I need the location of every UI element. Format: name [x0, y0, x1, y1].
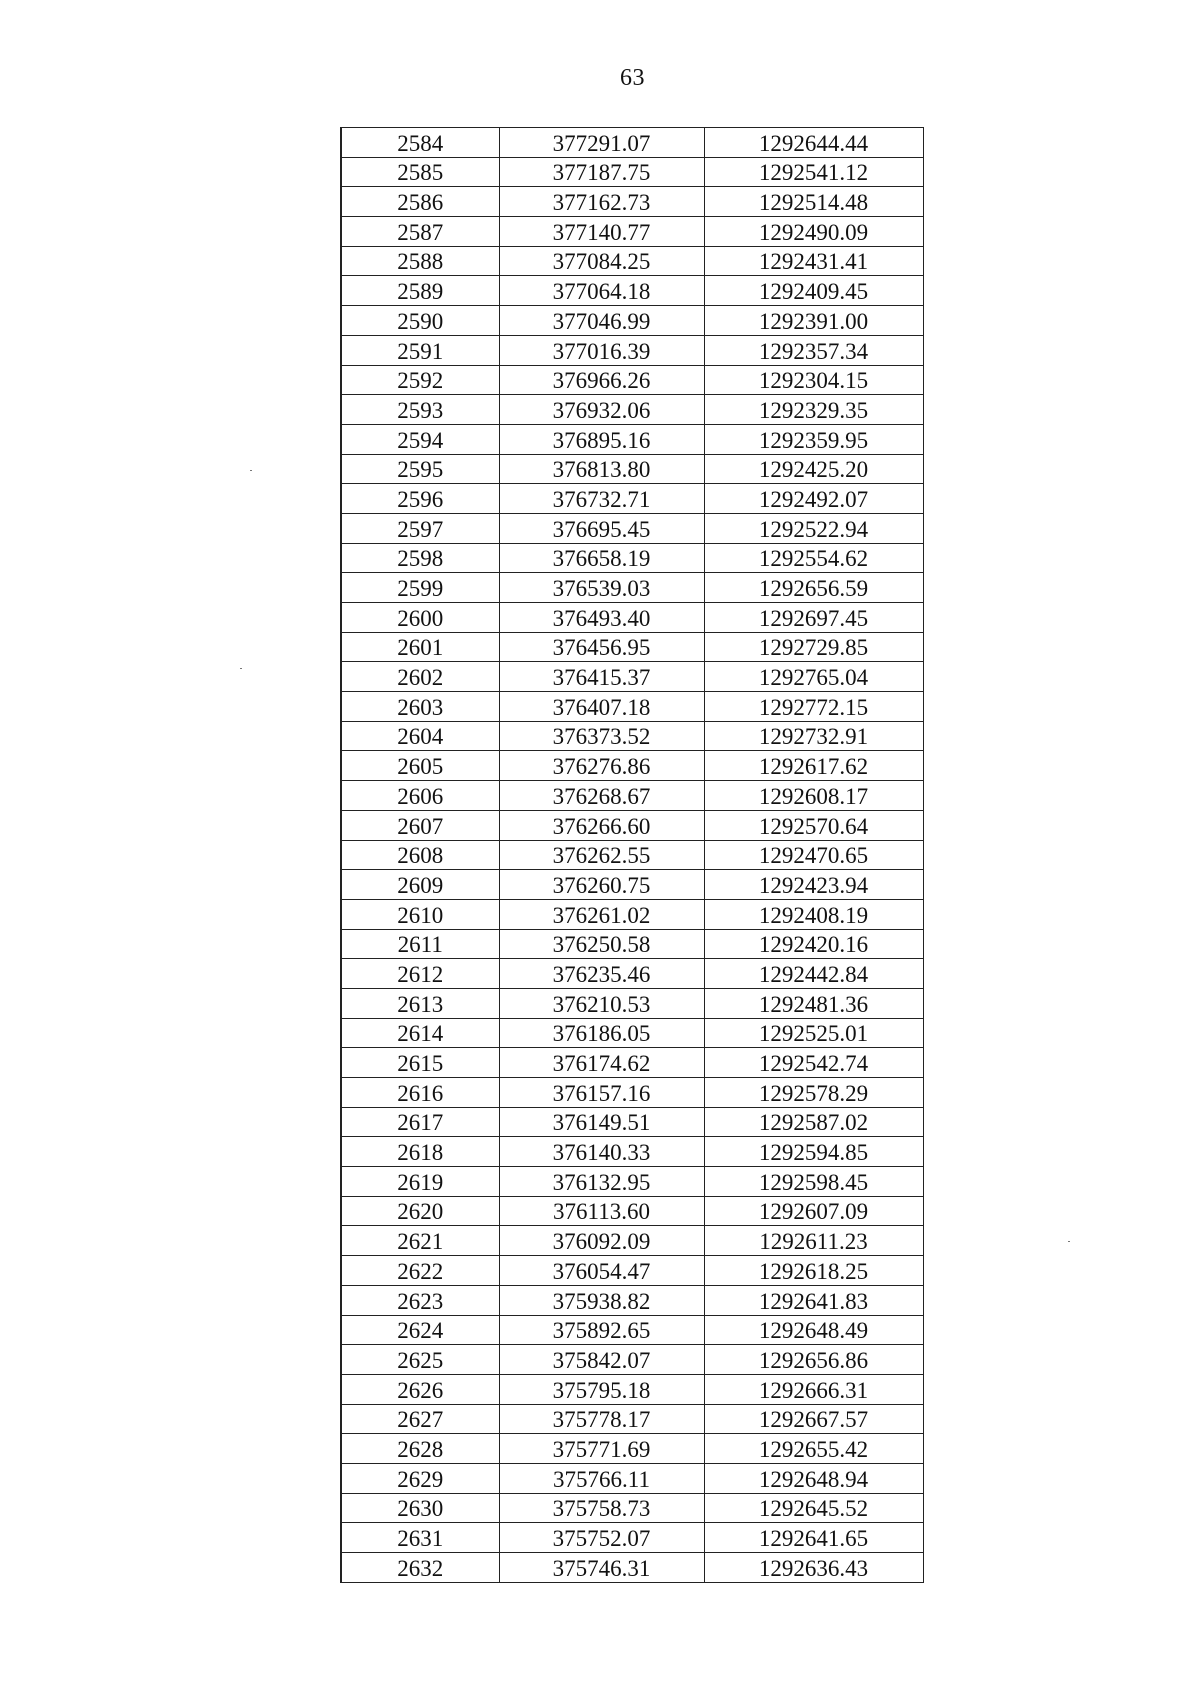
table-row	[341, 573, 923, 603]
y-coordinate-cell: 1292729.85	[704, 632, 923, 662]
x-coordinate-cell: 376262.55	[499, 840, 704, 870]
point-number-cell: 2623	[341, 1285, 499, 1315]
y-coordinate-cell: 1292409.45	[704, 276, 923, 306]
table-row	[341, 662, 923, 692]
x-coordinate-cell: 377084.25	[499, 246, 704, 276]
x-coordinate-cell: 376658.19	[499, 543, 704, 573]
table-row	[341, 1048, 923, 1078]
table-row	[341, 1285, 923, 1315]
table-row	[341, 276, 923, 306]
point-number-cell: 2631	[341, 1523, 499, 1553]
table-row	[341, 157, 923, 187]
x-coordinate-cell: 375842.07	[499, 1345, 704, 1375]
x-coordinate-cell: 377162.73	[499, 187, 704, 217]
table-row	[341, 1374, 923, 1404]
table-row	[341, 1493, 923, 1523]
table-row	[341, 454, 923, 484]
y-coordinate-cell: 1292359.95	[704, 424, 923, 454]
table-row	[341, 781, 923, 811]
point-number-cell: 2596	[341, 484, 499, 514]
point-number-cell: 2598	[341, 543, 499, 573]
y-coordinate-cell: 1292304.15	[704, 365, 923, 395]
point-number-cell: 2587	[341, 217, 499, 247]
point-number-cell: 2617	[341, 1107, 499, 1137]
page-number: 63	[620, 65, 645, 91]
y-coordinate-cell: 1292541.12	[704, 157, 923, 187]
table-row	[341, 1137, 923, 1167]
y-coordinate-cell: 1292656.59	[704, 573, 923, 603]
point-number-cell: 2603	[341, 692, 499, 722]
point-number-cell: 2618	[341, 1137, 499, 1167]
y-coordinate-cell: 1292655.42	[704, 1434, 923, 1464]
point-number-cell: 2629	[341, 1463, 499, 1493]
x-coordinate-cell: 375778.17	[499, 1404, 704, 1434]
point-number-cell: 2601	[341, 632, 499, 662]
point-number-cell: 2604	[341, 721, 499, 751]
x-coordinate-cell: 376493.40	[499, 603, 704, 633]
point-number-cell: 2589	[341, 276, 499, 306]
x-coordinate-cell: 376932.06	[499, 395, 704, 425]
y-coordinate-cell: 1292554.62	[704, 543, 923, 573]
table-row	[341, 721, 923, 751]
y-coordinate-cell: 1292492.07	[704, 484, 923, 514]
table-row	[341, 810, 923, 840]
point-number-cell: 2602	[341, 662, 499, 692]
scan-speck	[240, 668, 242, 669]
point-number-cell: 2612	[341, 959, 499, 989]
table-row	[341, 1196, 923, 1226]
table-row	[341, 335, 923, 365]
x-coordinate-cell: 376415.37	[499, 662, 704, 692]
y-coordinate-cell: 1292608.17	[704, 781, 923, 811]
x-coordinate-cell: 376407.18	[499, 692, 704, 722]
x-coordinate-cell: 376895.16	[499, 424, 704, 454]
y-coordinate-cell: 1292525.01	[704, 1018, 923, 1048]
y-coordinate-cell: 1292611.23	[704, 1226, 923, 1256]
point-number-cell: 2597	[341, 513, 499, 543]
x-coordinate-cell: 375758.73	[499, 1493, 704, 1523]
x-coordinate-cell: 376276.86	[499, 751, 704, 781]
point-number-cell: 2610	[341, 899, 499, 929]
point-number-cell: 2600	[341, 603, 499, 633]
x-coordinate-cell: 376268.67	[499, 781, 704, 811]
table-row	[341, 128, 923, 158]
y-coordinate-cell: 1292408.19	[704, 899, 923, 929]
point-number-cell: 2625	[341, 1345, 499, 1375]
table-row	[341, 484, 923, 514]
point-number-cell: 2624	[341, 1315, 499, 1345]
point-number-cell: 2585	[341, 157, 499, 187]
point-number-cell: 2616	[341, 1078, 499, 1108]
y-coordinate-cell: 1292420.16	[704, 929, 923, 959]
y-coordinate-cell: 1292607.09	[704, 1196, 923, 1226]
y-coordinate-cell: 1292481.36	[704, 988, 923, 1018]
table-row	[341, 1078, 923, 1108]
y-coordinate-cell: 1292514.48	[704, 187, 923, 217]
y-coordinate-cell: 1292648.94	[704, 1463, 923, 1493]
coordinates-table-body	[341, 128, 923, 1583]
table-row	[341, 424, 923, 454]
x-coordinate-cell: 375752.07	[499, 1523, 704, 1553]
point-number-cell: 2619	[341, 1167, 499, 1197]
x-coordinate-cell: 376813.80	[499, 454, 704, 484]
point-number-cell: 2607	[341, 810, 499, 840]
y-coordinate-cell: 1292641.65	[704, 1523, 923, 1553]
x-coordinate-cell: 376250.58	[499, 929, 704, 959]
table-row	[341, 899, 923, 929]
coordinates-table	[340, 127, 924, 1583]
table-row	[341, 1463, 923, 1493]
table-row	[341, 365, 923, 395]
y-coordinate-cell: 1292697.45	[704, 603, 923, 633]
scan-speck	[1068, 1241, 1070, 1242]
point-number-cell: 2586	[341, 187, 499, 217]
x-coordinate-cell: 376157.16	[499, 1078, 704, 1108]
point-number-cell: 2593	[341, 395, 499, 425]
x-coordinate-cell: 376539.03	[499, 573, 704, 603]
x-coordinate-cell: 376092.09	[499, 1226, 704, 1256]
table-row	[341, 395, 923, 425]
x-coordinate-cell: 376456.95	[499, 632, 704, 662]
y-coordinate-cell: 1292442.84	[704, 959, 923, 989]
table-row	[341, 543, 923, 573]
y-coordinate-cell: 1292470.65	[704, 840, 923, 870]
x-coordinate-cell: 376235.46	[499, 959, 704, 989]
point-number-cell: 2609	[341, 870, 499, 900]
point-number-cell: 2592	[341, 365, 499, 395]
scan-speck	[250, 470, 252, 471]
x-coordinate-cell: 376260.75	[499, 870, 704, 900]
table-row	[341, 988, 923, 1018]
point-number-cell: 2588	[341, 246, 499, 276]
y-coordinate-cell: 1292594.85	[704, 1137, 923, 1167]
point-number-cell: 2630	[341, 1493, 499, 1523]
x-coordinate-cell: 376373.52	[499, 721, 704, 751]
x-coordinate-cell: 376266.60	[499, 810, 704, 840]
table-row	[341, 246, 923, 276]
x-coordinate-cell: 376261.02	[499, 899, 704, 929]
table-row	[341, 1315, 923, 1345]
point-number-cell: 2632	[341, 1553, 499, 1583]
point-number-cell: 2594	[341, 424, 499, 454]
table-row	[341, 306, 923, 336]
point-number-cell: 2626	[341, 1374, 499, 1404]
point-number-cell: 2620	[341, 1196, 499, 1226]
y-coordinate-cell: 1292656.86	[704, 1345, 923, 1375]
table-row	[341, 217, 923, 247]
point-number-cell: 2584	[341, 128, 499, 158]
table-row	[341, 870, 923, 900]
table-row	[341, 187, 923, 217]
x-coordinate-cell: 375795.18	[499, 1374, 704, 1404]
point-number-cell: 2613	[341, 988, 499, 1018]
x-coordinate-cell: 376966.26	[499, 365, 704, 395]
x-coordinate-cell: 377140.77	[499, 217, 704, 247]
x-coordinate-cell: 376695.45	[499, 513, 704, 543]
table-row	[341, 1553, 923, 1583]
x-coordinate-cell: 376113.60	[499, 1196, 704, 1226]
table-row	[341, 1256, 923, 1286]
x-coordinate-cell: 376140.33	[499, 1137, 704, 1167]
table-row	[341, 513, 923, 543]
y-coordinate-cell: 1292570.64	[704, 810, 923, 840]
x-coordinate-cell: 376054.47	[499, 1256, 704, 1286]
y-coordinate-cell: 1292357.34	[704, 335, 923, 365]
x-coordinate-cell: 375771.69	[499, 1434, 704, 1464]
table-row	[341, 1523, 923, 1553]
point-number-cell: 2615	[341, 1048, 499, 1078]
y-coordinate-cell: 1292645.52	[704, 1493, 923, 1523]
table-row	[341, 1018, 923, 1048]
point-number-cell: 2605	[341, 751, 499, 781]
y-coordinate-cell: 1292578.29	[704, 1078, 923, 1108]
x-coordinate-cell: 376186.05	[499, 1018, 704, 1048]
x-coordinate-cell: 376210.53	[499, 988, 704, 1018]
point-number-cell: 2591	[341, 335, 499, 365]
y-coordinate-cell: 1292542.74	[704, 1048, 923, 1078]
y-coordinate-cell: 1292641.83	[704, 1285, 923, 1315]
point-number-cell: 2611	[341, 929, 499, 959]
table-row	[341, 751, 923, 781]
y-coordinate-cell: 1292391.00	[704, 306, 923, 336]
y-coordinate-cell: 1292425.20	[704, 454, 923, 484]
y-coordinate-cell: 1292522.94	[704, 513, 923, 543]
y-coordinate-cell: 1292644.44	[704, 128, 923, 158]
table-row	[341, 1107, 923, 1137]
y-coordinate-cell: 1292598.45	[704, 1167, 923, 1197]
x-coordinate-cell: 376732.71	[499, 484, 704, 514]
x-coordinate-cell: 375892.65	[499, 1315, 704, 1345]
table-row	[341, 1226, 923, 1256]
point-number-cell: 2608	[341, 840, 499, 870]
point-number-cell: 2599	[341, 573, 499, 603]
point-number-cell: 2622	[341, 1256, 499, 1286]
table-row	[341, 1345, 923, 1375]
y-coordinate-cell: 1292423.94	[704, 870, 923, 900]
y-coordinate-cell: 1292732.91	[704, 721, 923, 751]
x-coordinate-cell: 377016.39	[499, 335, 704, 365]
point-number-cell: 2595	[341, 454, 499, 484]
point-number-cell: 2614	[341, 1018, 499, 1048]
y-coordinate-cell: 1292636.43	[704, 1553, 923, 1583]
x-coordinate-cell: 375746.31	[499, 1553, 704, 1583]
y-coordinate-cell: 1292667.57	[704, 1404, 923, 1434]
table-row	[341, 840, 923, 870]
x-coordinate-cell: 376132.95	[499, 1167, 704, 1197]
point-number-cell: 2621	[341, 1226, 499, 1256]
x-coordinate-cell: 377291.07	[499, 128, 704, 158]
x-coordinate-cell: 376174.62	[499, 1048, 704, 1078]
table-row	[341, 959, 923, 989]
y-coordinate-cell: 1292490.09	[704, 217, 923, 247]
x-coordinate-cell: 377064.18	[499, 276, 704, 306]
y-coordinate-cell: 1292765.04	[704, 662, 923, 692]
table-row	[341, 1167, 923, 1197]
point-number-cell: 2628	[341, 1434, 499, 1464]
y-coordinate-cell: 1292772.15	[704, 692, 923, 722]
x-coordinate-cell: 375938.82	[499, 1285, 704, 1315]
x-coordinate-cell: 376149.51	[499, 1107, 704, 1137]
x-coordinate-cell: 375766.11	[499, 1463, 704, 1493]
point-number-cell: 2627	[341, 1404, 499, 1434]
y-coordinate-cell: 1292617.62	[704, 751, 923, 781]
y-coordinate-cell: 1292666.31	[704, 1374, 923, 1404]
x-coordinate-cell: 377187.75	[499, 157, 704, 187]
point-number-cell: 2606	[341, 781, 499, 811]
y-coordinate-cell: 1292329.35	[704, 395, 923, 425]
table-row	[341, 603, 923, 633]
y-coordinate-cell: 1292431.41	[704, 246, 923, 276]
y-coordinate-cell: 1292648.49	[704, 1315, 923, 1345]
point-number-cell: 2590	[341, 306, 499, 336]
table-row	[341, 1404, 923, 1434]
table-row	[341, 929, 923, 959]
y-coordinate-cell: 1292618.25	[704, 1256, 923, 1286]
y-coordinate-cell: 1292587.02	[704, 1107, 923, 1137]
x-coordinate-cell: 377046.99	[499, 306, 704, 336]
table-row	[341, 692, 923, 722]
table-row	[341, 632, 923, 662]
table-row	[341, 1434, 923, 1464]
